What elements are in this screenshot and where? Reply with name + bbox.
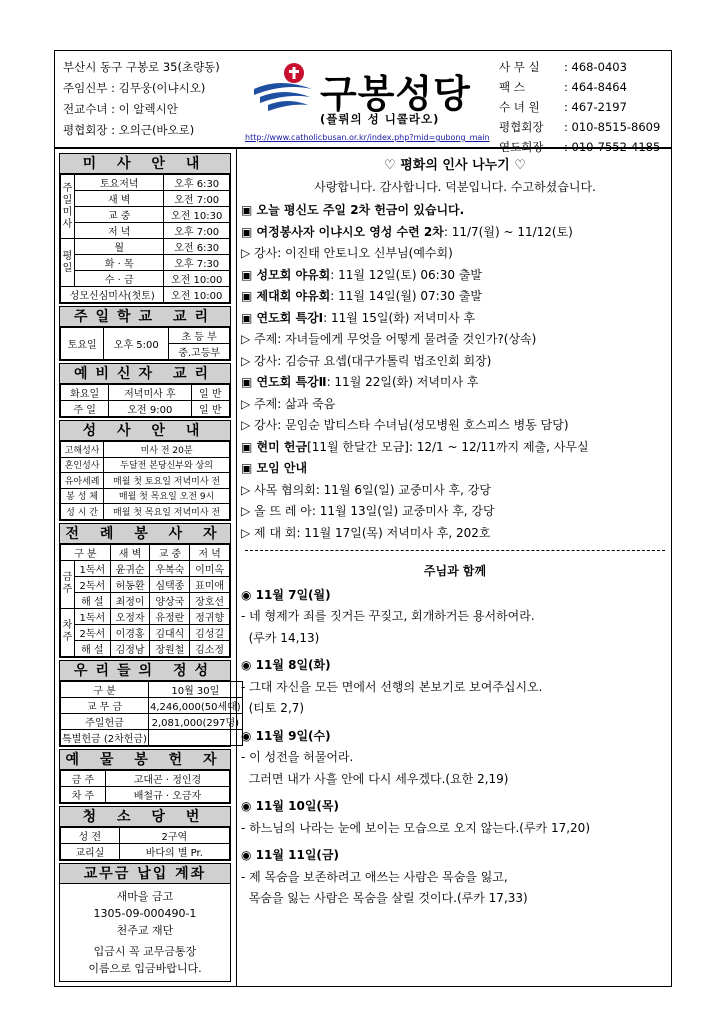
- notice-line: [241, 286, 669, 308]
- day-heading: ◉ 11월 8일(화): [241, 658, 331, 672]
- notice-detail: [11월 한달간 모금]: 12/1 ~ 12/11까지 제출, 사무실: [307, 439, 589, 454]
- offering-value: 4,246,000(50세대): [148, 697, 242, 713]
- sac-time: 미사 전 20분: [104, 442, 230, 458]
- mass-time: 오전 10:30: [164, 207, 230, 223]
- header: [55, 51, 671, 154]
- server: 이미옥: [190, 560, 230, 576]
- bank-note: 이름으로 입금바랍니다.: [88, 961, 202, 975]
- offering-label: 특별헌금 (2차헌금): [61, 729, 149, 745]
- sister: 전교수녀 : 이 알렉시안: [63, 102, 178, 116]
- notice-line: [241, 501, 669, 523]
- donor: 배철규 · 오금자: [105, 786, 229, 802]
- cat-time: 저녁미사 후: [109, 385, 191, 401]
- greet-text: 사랑합니다. 감사합니다. 덕분입니다. 수고하셨습니다.: [314, 179, 596, 194]
- day-heading: ◉ 11월 10일(목): [241, 799, 339, 813]
- server: 정귀향: [190, 608, 230, 624]
- team: 바다의 별 Pr.: [119, 843, 229, 859]
- notice-detail: ▷ 주제: 삶과 죽음: [241, 396, 336, 411]
- section-title: 주일학교 교리: [60, 307, 230, 327]
- server: 김대식: [150, 624, 190, 640]
- notice-detail: ▷ 강사: 문임순 밥티스타 수녀님(성모병원 호스피스 병동 담당): [241, 418, 569, 432]
- server: 장원철: [150, 640, 190, 656]
- server: 김성길: [190, 624, 230, 640]
- notice-line: [241, 372, 669, 394]
- verse-line: - 하느님의 나라는 눈에 보이는 모습으로 오지 않는다.(루카 17,20): [241, 820, 590, 835]
- section-title: 예비신자 교리: [60, 364, 230, 384]
- mass-name: 화 · 목: [75, 255, 164, 271]
- mass-name: 수 · 금: [75, 271, 164, 287]
- cat-group: 일 반: [191, 385, 230, 401]
- notice-detail: ▷ 제 대 회: 11월 17일(목) 저녁미사 후, 202호: [241, 525, 491, 540]
- section-title: 교무금 납입 계좌: [60, 864, 230, 884]
- bank-name: 새마을 금고: [116, 889, 174, 903]
- contact-label: 팩 스: [499, 80, 525, 94]
- mass-time: 오전 7:00: [164, 191, 230, 207]
- notice-heading: ▣ 연도회 특강Ⅱ: [241, 375, 327, 389]
- notice-detail: : 11월 15일(화) 저녁미사 후: [323, 310, 476, 325]
- mass-name: 새 벽: [75, 191, 164, 207]
- server: 최정이: [110, 592, 150, 608]
- offering-value: [148, 729, 242, 745]
- section-title: 성 사 안 내: [60, 421, 230, 441]
- header-contacts: [499, 57, 660, 157]
- notice-detail: ▷ 강사: 이진태 안토니오 신부님(예수회): [241, 246, 453, 260]
- contact-value: : 464-8464: [564, 80, 627, 94]
- divider: [245, 550, 665, 551]
- server: 오정자: [110, 608, 150, 624]
- col-head: 교 중: [150, 544, 190, 560]
- verse-line: (티토 2,7): [241, 701, 305, 715]
- contact-value: : 467-2197: [564, 100, 627, 114]
- catechumen-class: [59, 363, 231, 418]
- sacrament-table: [60, 441, 230, 520]
- cat-group: 일 반: [191, 401, 230, 417]
- cat-time: 오전 9:00: [109, 401, 191, 417]
- contact-value: : 010-8515-8609: [564, 120, 661, 134]
- sac-name: 봉 성 체: [61, 488, 104, 504]
- day-heading: ◉ 11월 9일(수): [241, 728, 331, 743]
- account-holder: 천주교 재단: [116, 923, 174, 937]
- offering-value: 2,081,000(297명): [148, 713, 242, 729]
- school-table: [60, 327, 230, 360]
- flowers-table: [60, 770, 230, 803]
- verse-line: - 네 형제가 죄를 짓거든 꾸짖고, 회개하거든 용서하여라.: [241, 609, 535, 623]
- sac-name: 유아세례: [61, 473, 104, 489]
- server: 김정남: [110, 640, 150, 656]
- col-head: 구 분: [61, 544, 111, 560]
- notice-detail: : 11월 22일(화) 저녁미사 후: [326, 375, 479, 389]
- flower-donors: [59, 749, 231, 804]
- notice-line: [241, 329, 669, 351]
- school-time: 오후 5:00: [104, 328, 169, 360]
- address: 부산시 동구 구봉로 35(초량동): [63, 60, 220, 74]
- cleaning-duty: [59, 806, 231, 861]
- left-sidebar: [59, 153, 241, 984]
- mass-name: 월: [75, 239, 164, 255]
- col-head: 새 벽: [110, 544, 150, 560]
- section-title: 예 물 봉 헌 자: [60, 750, 230, 770]
- notice-line: [241, 458, 669, 480]
- week-label: 차주: [61, 608, 75, 656]
- server: 윤귀순: [110, 560, 150, 576]
- verse-line: 목숨을 잃는 사람은 목숨을 살릴 것이다.(루카 17,33): [241, 891, 528, 905]
- role: 2독서: [75, 624, 111, 640]
- notice-detail: ▷ 올 뜨 레 아: 11월 13일(일) 교중미사 후, 강당: [241, 504, 495, 518]
- day-heading: ◉ 11월 7일(월): [241, 587, 331, 602]
- server: 유정란: [150, 608, 190, 624]
- section-title: 미 사 안 내: [60, 154, 230, 174]
- weekday-label: 평일: [61, 239, 75, 287]
- greet-title: ♡ 평화의 인사 나누기 ♡: [384, 158, 526, 173]
- notice-heading: ▣ 연도회 특강Ⅰ: [241, 310, 324, 325]
- mass-time: 오전 6:30: [164, 239, 230, 255]
- notice-heading: ▣ 모임 안내: [241, 461, 308, 475]
- notice-line: [241, 437, 669, 459]
- patron-saint: (플뤼의 성 니콜라오): [320, 112, 440, 126]
- mass-time: 오후 7:30: [164, 255, 230, 271]
- day-heading: ◉ 11월 11일(금): [241, 848, 339, 862]
- notice-line: [241, 222, 669, 244]
- school-group: 초 등 부: [169, 328, 230, 344]
- sac-name: 성 시 간: [61, 504, 104, 520]
- notice-detail: : 11월 14일(월) 07:30 출발: [330, 289, 482, 303]
- church-logo-icon: [250, 59, 320, 119]
- main-content: [241, 155, 669, 910]
- role: 해 설: [75, 640, 111, 656]
- notice-line: [241, 523, 669, 545]
- sac-time: 두달전 본당신부와 상의: [104, 457, 230, 473]
- sunday-school: [59, 306, 231, 361]
- server: 허동환: [110, 576, 150, 592]
- notice-line: [241, 200, 669, 222]
- logo: [245, 59, 500, 147]
- daily-verses: [241, 585, 669, 910]
- verse-line: 그러면 내가 사흘 안에 다시 세우겠다.(요한 2,19): [241, 771, 509, 786]
- contact-value: : 010-7552-4185: [564, 140, 661, 154]
- section-title: 청 소 당 번: [60, 807, 230, 827]
- mass-name: 토요저녁: [75, 175, 164, 191]
- contact-row: [499, 117, 660, 137]
- notice-heading: ▣ 오늘 평신도 주일 2차 헌금이 있습니다.: [241, 203, 465, 217]
- server: 우복숙: [150, 560, 190, 576]
- sac-time: 매월 첫 목요일 저녁미사 전: [104, 504, 230, 520]
- council-head: 평협회장 : 오의근(바오로): [63, 123, 195, 137]
- with-lord-title: 주님과 함께: [423, 564, 487, 578]
- servers-table: [60, 544, 230, 657]
- mass-schedule: [59, 153, 231, 304]
- team: 2구역: [119, 827, 229, 843]
- notice-line: [241, 480, 669, 502]
- notice-line: [241, 243, 669, 265]
- offering-label: 구 분: [61, 681, 149, 697]
- server: 이경홍: [110, 624, 150, 640]
- notice-heading: ▣ 여정봉사자 이냐시오 영성 수련 2차: [241, 224, 444, 239]
- bulletin-page: [54, 50, 672, 987]
- offering-table: [60, 681, 243, 746]
- mass-time: 오후 6:30: [164, 175, 230, 191]
- contact-row: [499, 97, 660, 117]
- mass-name: 저 녁: [75, 223, 164, 239]
- column-divider: [236, 149, 237, 986]
- section-title: 전 례 봉 사 자: [60, 524, 230, 544]
- mass-time: 오후 7:00: [164, 223, 230, 239]
- section-title: 우리들의 정성: [60, 661, 230, 681]
- school-group: 중.고등부: [169, 344, 230, 360]
- catechumen-table: [60, 384, 230, 417]
- sac-name: 고해성사: [61, 442, 104, 458]
- place: 성 전: [61, 827, 120, 843]
- week-label: 차 주: [61, 786, 106, 802]
- website-link[interactable]: http://www.catholicbusan.or.kr/index.php?mid=gubong_main: [245, 133, 490, 142]
- notice-line: [241, 265, 669, 287]
- notice-detail: ▷ 강사: 김승규 요셉(대구가톨릭 법조인회 회장): [241, 353, 492, 368]
- sac-name: 혼인성사: [61, 457, 104, 473]
- cleaning-table: [60, 827, 230, 860]
- verse-line: (루카 14,13): [241, 630, 320, 645]
- notice-line: [241, 308, 669, 330]
- contact-row: [499, 137, 660, 157]
- notice-line: [241, 351, 669, 373]
- pastor: 주임신부 : 김무웅(이냐시오): [63, 81, 206, 95]
- notices: [241, 200, 669, 544]
- notice-line: [241, 415, 669, 437]
- sac-time: 매월 첫 목요일 오전 9시: [104, 488, 230, 504]
- mass-time: 오전 10:00: [164, 271, 230, 287]
- server: 장호선: [190, 592, 230, 608]
- school-day: 토요일: [61, 328, 104, 360]
- role: 1독서: [75, 608, 111, 624]
- place: 교리실: [61, 843, 120, 859]
- notice-detail: ▷ 사목 협의회: 11월 6일(일) 교중미사 후, 강당: [241, 482, 491, 497]
- account-number: 1305-09-000490-1: [93, 906, 197, 920]
- offering-value: 10월 30일: [148, 681, 242, 697]
- liturgy-servers: [59, 523, 231, 658]
- server: 표미애: [190, 576, 230, 592]
- notice-heading: ▣ 성모회 야유회: [241, 267, 331, 282]
- sunday-label: 주일미사: [61, 175, 75, 239]
- contact-row: [499, 77, 660, 97]
- notice-detail: ▷ 주제: 자녀들에게 무엇을 어떻게 물려줄 것인가?(상속): [241, 332, 537, 346]
- verse-line: - 제 목숨을 보존하려고 애쓰는 사람은 목숨을 잃고,: [241, 869, 508, 884]
- offering: [59, 660, 241, 747]
- offering-label: 교 무 금: [61, 697, 149, 713]
- bank-note: 입금시 꼭 교무금통장: [93, 944, 197, 958]
- verse-line: - 그대 자신을 모든 면에서 선행의 본보기로 보여주십시오.: [241, 679, 543, 694]
- church-name: 구봉성당: [320, 72, 471, 116]
- notice-detail: : 11월 12일(토) 06:30 출발: [330, 267, 482, 282]
- notice-detail: : 11/7(월) ~ 11/12(토): [443, 224, 573, 239]
- contact-label: 사 무 실: [499, 60, 540, 74]
- notice-heading: ▣ 제대회 야유회: [241, 289, 331, 303]
- cat-day: 화요일: [61, 385, 109, 401]
- bank-info: [60, 884, 230, 981]
- offering-label: 주일헌금: [61, 713, 149, 729]
- notice-line: [241, 394, 669, 416]
- donor: 고대곤 · 정인경: [105, 770, 229, 786]
- cat-day: 주 일: [61, 401, 109, 417]
- mass-table: [60, 174, 230, 303]
- mass-name: 성모신심미사(첫토): [61, 287, 164, 303]
- role: 해 설: [75, 592, 111, 608]
- header-left: [63, 57, 220, 141]
- mass-time: 오전 10:00: [164, 287, 230, 303]
- contact-label: 수 녀 원: [499, 100, 540, 114]
- sacrament-info: [59, 420, 231, 521]
- contact-value: : 468-0403: [564, 60, 627, 74]
- contact-label: 평협회장: [499, 120, 544, 134]
- contact-label: 연도회장: [499, 140, 544, 154]
- server: 김소정: [190, 640, 230, 656]
- week-label: 금주: [61, 560, 75, 608]
- sac-time: 매월 첫 토요일 저녁미사 전: [104, 473, 230, 489]
- contact-row: [499, 57, 660, 77]
- verse-line: - 이 성전을 허물어라.: [241, 750, 354, 764]
- week-label: 금 주: [61, 770, 106, 786]
- notice-heading: ▣ 현미 헌금: [241, 439, 308, 454]
- col-head: 저 녁: [190, 544, 230, 560]
- role: 2독서: [75, 576, 111, 592]
- mass-name: 교 중: [75, 207, 164, 223]
- bank-account: [59, 863, 231, 982]
- role: 1독서: [75, 560, 111, 576]
- server: 양상국: [150, 592, 190, 608]
- server: 심택종: [150, 576, 190, 592]
